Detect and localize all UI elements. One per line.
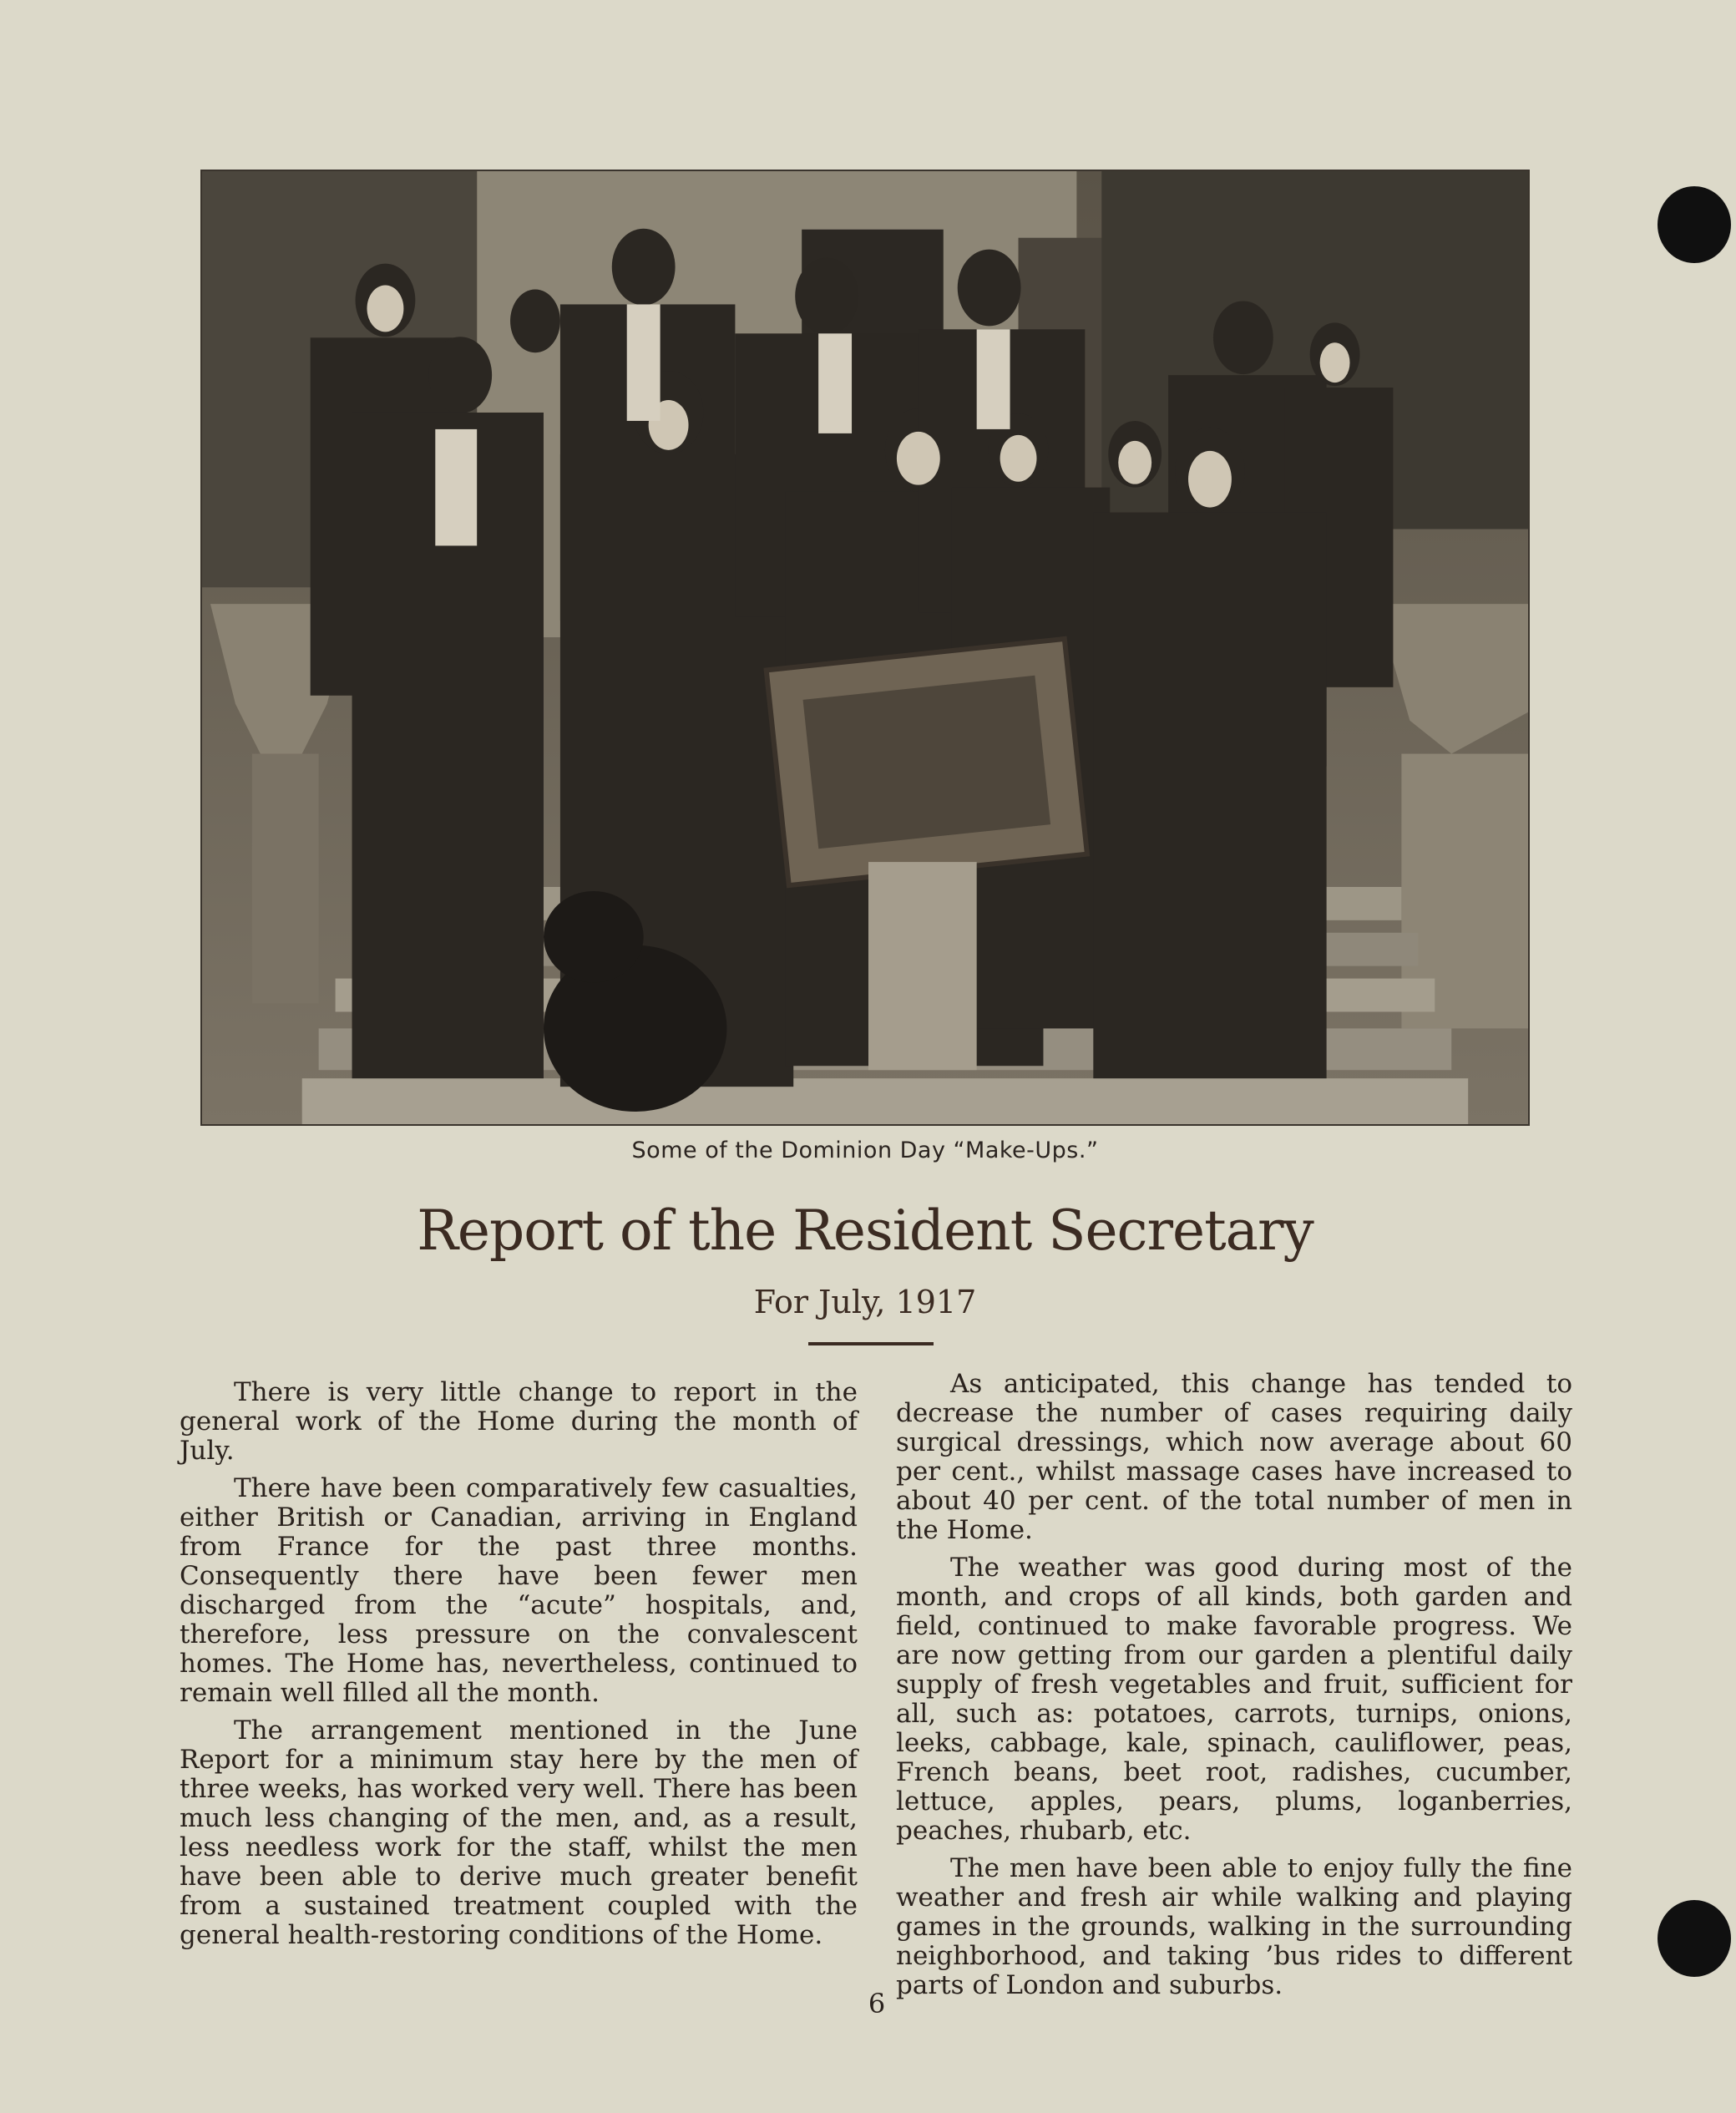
paragraph: There have been comparatively few casualties, either British or Canadian, arriving in England from France for the past three months. Consequently there have been fewer men discharged from the “acute” hospitals, and, therefore, less pressure on the convalescent homes. The Home has, nevertheless, continued to remain well filled all the month. (180, 1473, 858, 1708)
title-divider (808, 1342, 934, 1345)
page-number: 6 (868, 1988, 886, 2019)
punch-hole-bottom (1658, 1900, 1731, 1977)
photo-caption: Some of the Dominion Day “Make-Ups.” (631, 1138, 1099, 1163)
paragraph: The men have been able to enjoy fully the fine weather and fresh air while walking and playing games in the grounds, walking in the surrounding neighborhood, and taking ’bus rides to different parts of London and suburbs. (896, 1853, 1572, 2000)
paragraph: The weather was good during most of the month, and crops of all kinds, both garden and field, continued to make favorable progress. We are now getting from our garden a plentiful daily supply of fresh vegetables and fruit, sufficient for all, such as: potatoes, carrots, turnips, onions, leeks, cabbage, kale, spinach, cauliflower, peas, French beans, beet root, radishes, cucumber, lettuce, apples, pears, plums, loganberries, peaches, rhubarb, etc. (896, 1553, 1572, 1846)
paragraph: There is very little change to report in the general work of the Home during the month of July. (180, 1377, 858, 1466)
photograph-icon (202, 171, 1528, 1124)
paragraph: As anticipated, this change has tended to decrease the number of cases requiring daily surgical dressings, which now average about 60 per cent., whilst massage cases have increased to about 40 per cent. of the total number of men in the Home. (896, 1369, 1572, 1545)
page-subtitle: For July, 1917 (753, 1284, 977, 1320)
right-column (896, 1370, 1572, 2009)
page-title: Report of the Resident Secretary (417, 1198, 1313, 1263)
group-photograph (200, 170, 1530, 1126)
punch-hole-top (1658, 186, 1731, 263)
paragraph: The arrangement mentioned in the June Report for a minimum stay here by the men of three weeks, has worked very well. There has been much less changing of the men, and, as a result, less needless work for the staff, whilst the men have been able to derive much greater benefit from a sustained treatment coupled with the general health-restoring conditions of the Home. (180, 1715, 858, 1950)
left-column (180, 1378, 858, 1958)
